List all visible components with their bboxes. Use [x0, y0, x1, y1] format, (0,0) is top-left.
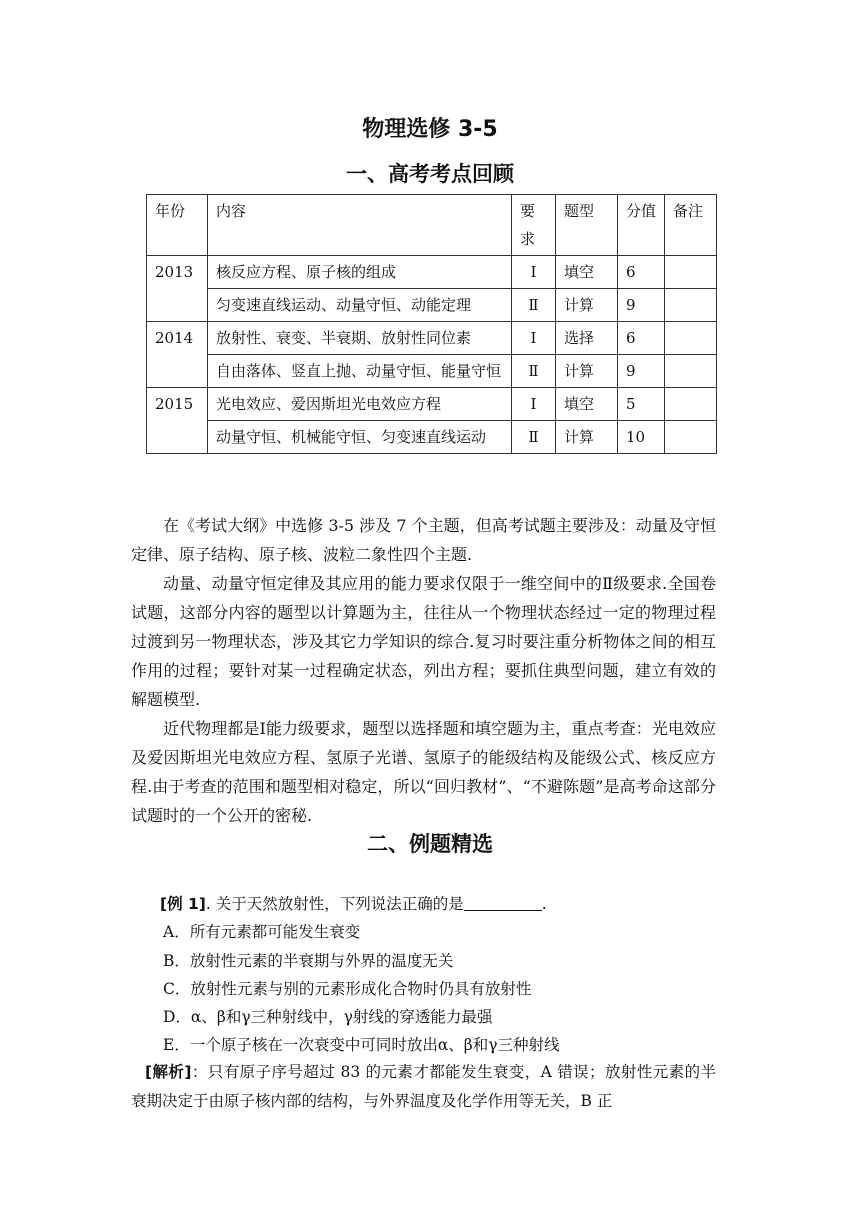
type-cell: 计算 [556, 355, 618, 388]
table-row [147, 421, 717, 454]
header-content: 内容 [208, 195, 512, 256]
content-cell: 动量守恒、机械能守恒、匀变速直线运动 [208, 421, 512, 454]
section-1-heading: 一、高考考点回顾 [346, 162, 514, 186]
type-cell: 计算 [556, 289, 618, 322]
level-cell: Ⅰ [512, 256, 556, 289]
note-cell [665, 322, 717, 355]
example-label: [例 1] [160, 895, 206, 913]
option-b: B．放射性元素的半衰期与外界的温度无关 [163, 952, 454, 970]
content-cell: 自由落体、竖直上抛、动量守恒、能量守恒 [208, 355, 512, 388]
type-cell: 计算 [556, 421, 618, 454]
score-cell: 6 [618, 322, 665, 355]
note-cell [665, 355, 717, 388]
content-cell: 放射性、衰变、半衰期、放射性同位素 [208, 322, 512, 355]
table-row [147, 322, 717, 355]
paragraph-modern-physics: 近代物理都是Ⅰ能力级要求，题型以选择题和填空题为主，重点考查：光电效应及爱因斯坦光电效应方程、氢原子光谱、氢原子的能级结构及能级公式、核反应方程.由于考查的范围和题型相对稳定，所以“回归教材”、“不避陈题”是高考命这部分试题时的一个公开的密秘. [131, 719, 716, 825]
option-c: C．放射性元素与别的元素形成化合物时仍具有放射性 [163, 980, 532, 998]
content-cell: 光电效应、爱因斯坦光电效应方程 [208, 388, 512, 421]
score-cell: 5 [618, 388, 665, 421]
content-cell: 核反应方程、原子核的组成 [208, 256, 512, 289]
document-title: 物理选修 3-5 [362, 117, 498, 142]
year-cell: 2015 [147, 388, 208, 454]
table-row [147, 256, 717, 289]
score-cell: 9 [618, 355, 665, 388]
level-cell: Ⅰ [512, 322, 556, 355]
example-question-end: . [541, 895, 547, 913]
year-cell: 2014 [147, 322, 208, 388]
note-cell [665, 289, 717, 322]
table-row [147, 388, 717, 421]
score-cell: 6 [618, 256, 665, 289]
example-question [160, 890, 547, 918]
section-2-heading: 二、例题精选 [367, 832, 493, 856]
option-e: E．一个原子核在一次衰变中可同时放出α、β和γ三种射线 [163, 1036, 560, 1054]
score-cell: 9 [618, 289, 665, 322]
paragraph-syllabus: 在《考试大纲》中选修 3-5 涉及 7 个主题，但高考试题主要涉及：动量及守恒定律、原子结构、原子核、波粒二象性四个主题. [131, 516, 716, 564]
option-a: A．所有元素都可能发生衰变 [163, 923, 361, 941]
note-cell [665, 256, 717, 289]
analysis-text: ：只有原子序号超过 83 的元素才都能发生衰变，A 错误；放射性元素的半衰期决定于由原子核内部的结构，与外界温度及化学作用等无关，B 正 [131, 1063, 717, 1110]
header-level: 要求 [512, 195, 556, 256]
header-year: 年份 [147, 195, 208, 256]
header-note: 备注 [665, 195, 717, 256]
option-d: D．α、β和γ三种射线中，γ射线的穿透能力最强 [163, 1008, 493, 1026]
type-cell: 填空 [556, 256, 618, 289]
note-cell [665, 388, 717, 421]
table-row [147, 289, 717, 322]
analysis-label: [解析] [145, 1063, 192, 1081]
level-cell: Ⅱ [512, 289, 556, 322]
header-type: 题型 [556, 195, 618, 256]
level-cell: Ⅱ [512, 421, 556, 454]
level-cell: Ⅱ [512, 355, 556, 388]
content-cell: 匀变速直线运动、动量守恒、动能定理 [208, 289, 512, 322]
answer-blank [464, 894, 542, 911]
note-cell [665, 421, 717, 454]
level-cell: Ⅰ [512, 388, 556, 421]
header-score: 分值 [618, 195, 665, 256]
year-cell: 2013 [147, 256, 208, 322]
exam-points-table [146, 194, 717, 454]
type-cell: 填空 [556, 388, 618, 421]
example-question-text: . 关于天然放射性，下列说法正确的是 [205, 895, 464, 913]
table-header-row [147, 195, 717, 256]
paragraph-momentum: 动量、动量守恒定律及其应用的能力要求仅限于一维空间中的Ⅱ级要求.全国卷试题，这部分内容的题型以计算题为主，往往从一个物理状态经过一定的物理过程过渡到另一物理状态，涉及其它力学知识的综合.复习时要注重分析物体之间的相互作用的过程；要针对某一过程确定状态，列出方程；要抓住典型问题，建立有效的解题模型. [131, 574, 716, 709]
analysis-paragraph [131, 1058, 716, 1116]
score-cell: 10 [618, 421, 665, 454]
table-row [147, 355, 717, 388]
type-cell: 选择 [556, 322, 618, 355]
